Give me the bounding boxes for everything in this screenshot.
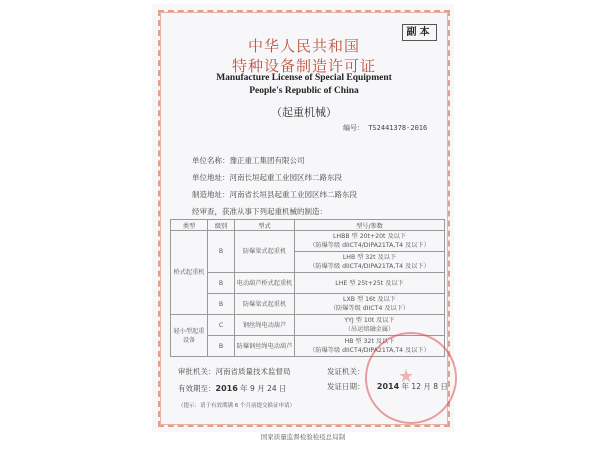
spec-line: （防爆等级 dIICT4/DIPA21TA,T4 及以下） <box>309 242 430 249</box>
seal-star-icon: ★ <box>398 366 415 387</box>
spec-line: LHB 型 32t 及以下 <box>342 254 397 261</box>
title-license: 特种设备制造许可证 <box>231 57 376 75</box>
table-row <box>171 294 445 315</box>
level-cell: B <box>208 231 235 273</box>
title-english-line2: People's Republic of China <box>249 86 359 96</box>
form-cell: 电动葫芦桥式起重机 <box>235 273 295 294</box>
valid-until-date: 年 9 月 24 日 <box>240 384 287 393</box>
spec-cell <box>295 231 445 252</box>
form-cell: 防爆钢丝绳电动葫芦 <box>235 336 295 357</box>
unit-address: 单位地址：河南长垣起重工业园区纬二路东段 <box>192 173 342 182</box>
issue-date-rest: 年 12 月 8 日 <box>401 382 448 391</box>
issue-date-label: 发证日期： <box>327 382 365 391</box>
header-spec: 型号/参数 <box>295 220 445 231</box>
valid-until-year: 2016 <box>215 384 238 393</box>
table-header-row <box>171 220 445 231</box>
table-row <box>171 231 445 252</box>
form-cell: 防爆梁式起重机 <box>235 231 295 273</box>
issuer-footer: 国家质量监督检验检疫总局制 <box>260 433 346 441</box>
spec-line: （防爆等级 dIICT4/DIPA21TA,T4 及以下） <box>309 347 430 354</box>
valid-until-label: 有效期至： <box>178 384 216 393</box>
spec-cell <box>295 252 445 273</box>
spec-line: LHBB 型 20t+20t 及以下 <box>332 233 407 240</box>
title-country: 中华人民共和国 <box>247 37 360 55</box>
level-cell: C <box>208 315 235 336</box>
header-level: 级别 <box>208 220 235 231</box>
spec-cell <box>295 294 445 315</box>
spec-cell <box>295 273 445 294</box>
copy-badge: 副本 <box>402 24 437 41</box>
equipment-category: （起重机械） <box>271 106 337 119</box>
issue-date-year: 2014 <box>376 382 400 391</box>
form-cell: 防爆梁式起重机 <box>235 294 295 315</box>
issuing-authority: 发证机关： <box>327 367 365 376</box>
type-cell: 桥式起重机 <box>171 231 208 315</box>
level-cell: B <box>208 273 235 294</box>
approval-statement: 经审查，获准从事下列起重机械的制造： <box>192 207 327 216</box>
manufacture-address: 制造地址：河南省长垣县起重工业园区纬二路东段 <box>192 190 357 199</box>
renewal-note: （提示：请于有效期满 6 个月前提交换证申请） <box>178 403 295 409</box>
unit-name: 单位名称：豫正重工集团有限公司 <box>192 156 305 165</box>
spec-line: （防爆等级 dIICT4 及以下） <box>329 305 410 312</box>
title-english-line1: Manufacture License of Special Equipment <box>216 73 392 83</box>
spec-line: （防爆等级 dIICT4/DIPA21TA,T4 及以下） <box>309 263 430 270</box>
spec-line: LHE 型 25t+25t 及以下 <box>335 279 404 287</box>
header-form: 型式 <box>235 220 295 231</box>
type-cell: 轻小型起重设备 <box>171 315 208 357</box>
spec-line: LXB 型 16t 及以下 <box>343 296 396 303</box>
approval-authority: 审批机关：河南省质量技术监督局 <box>178 367 291 376</box>
header-type: 类型 <box>171 220 208 231</box>
level-cell: B <box>208 294 235 315</box>
spec-line: HB 型 32t 及以下 <box>344 338 395 345</box>
serial-number: 编号： TS2441378-2016 <box>343 124 428 132</box>
level-cell: B <box>208 336 235 357</box>
spec-line: YYJ 型 10t 及以下 <box>344 317 395 324</box>
spec-line: （吊运熔融金属） <box>344 326 395 333</box>
table-row <box>171 273 445 294</box>
form-cell: 钢丝绳电动葫芦 <box>235 315 295 336</box>
valid-until <box>178 383 287 394</box>
